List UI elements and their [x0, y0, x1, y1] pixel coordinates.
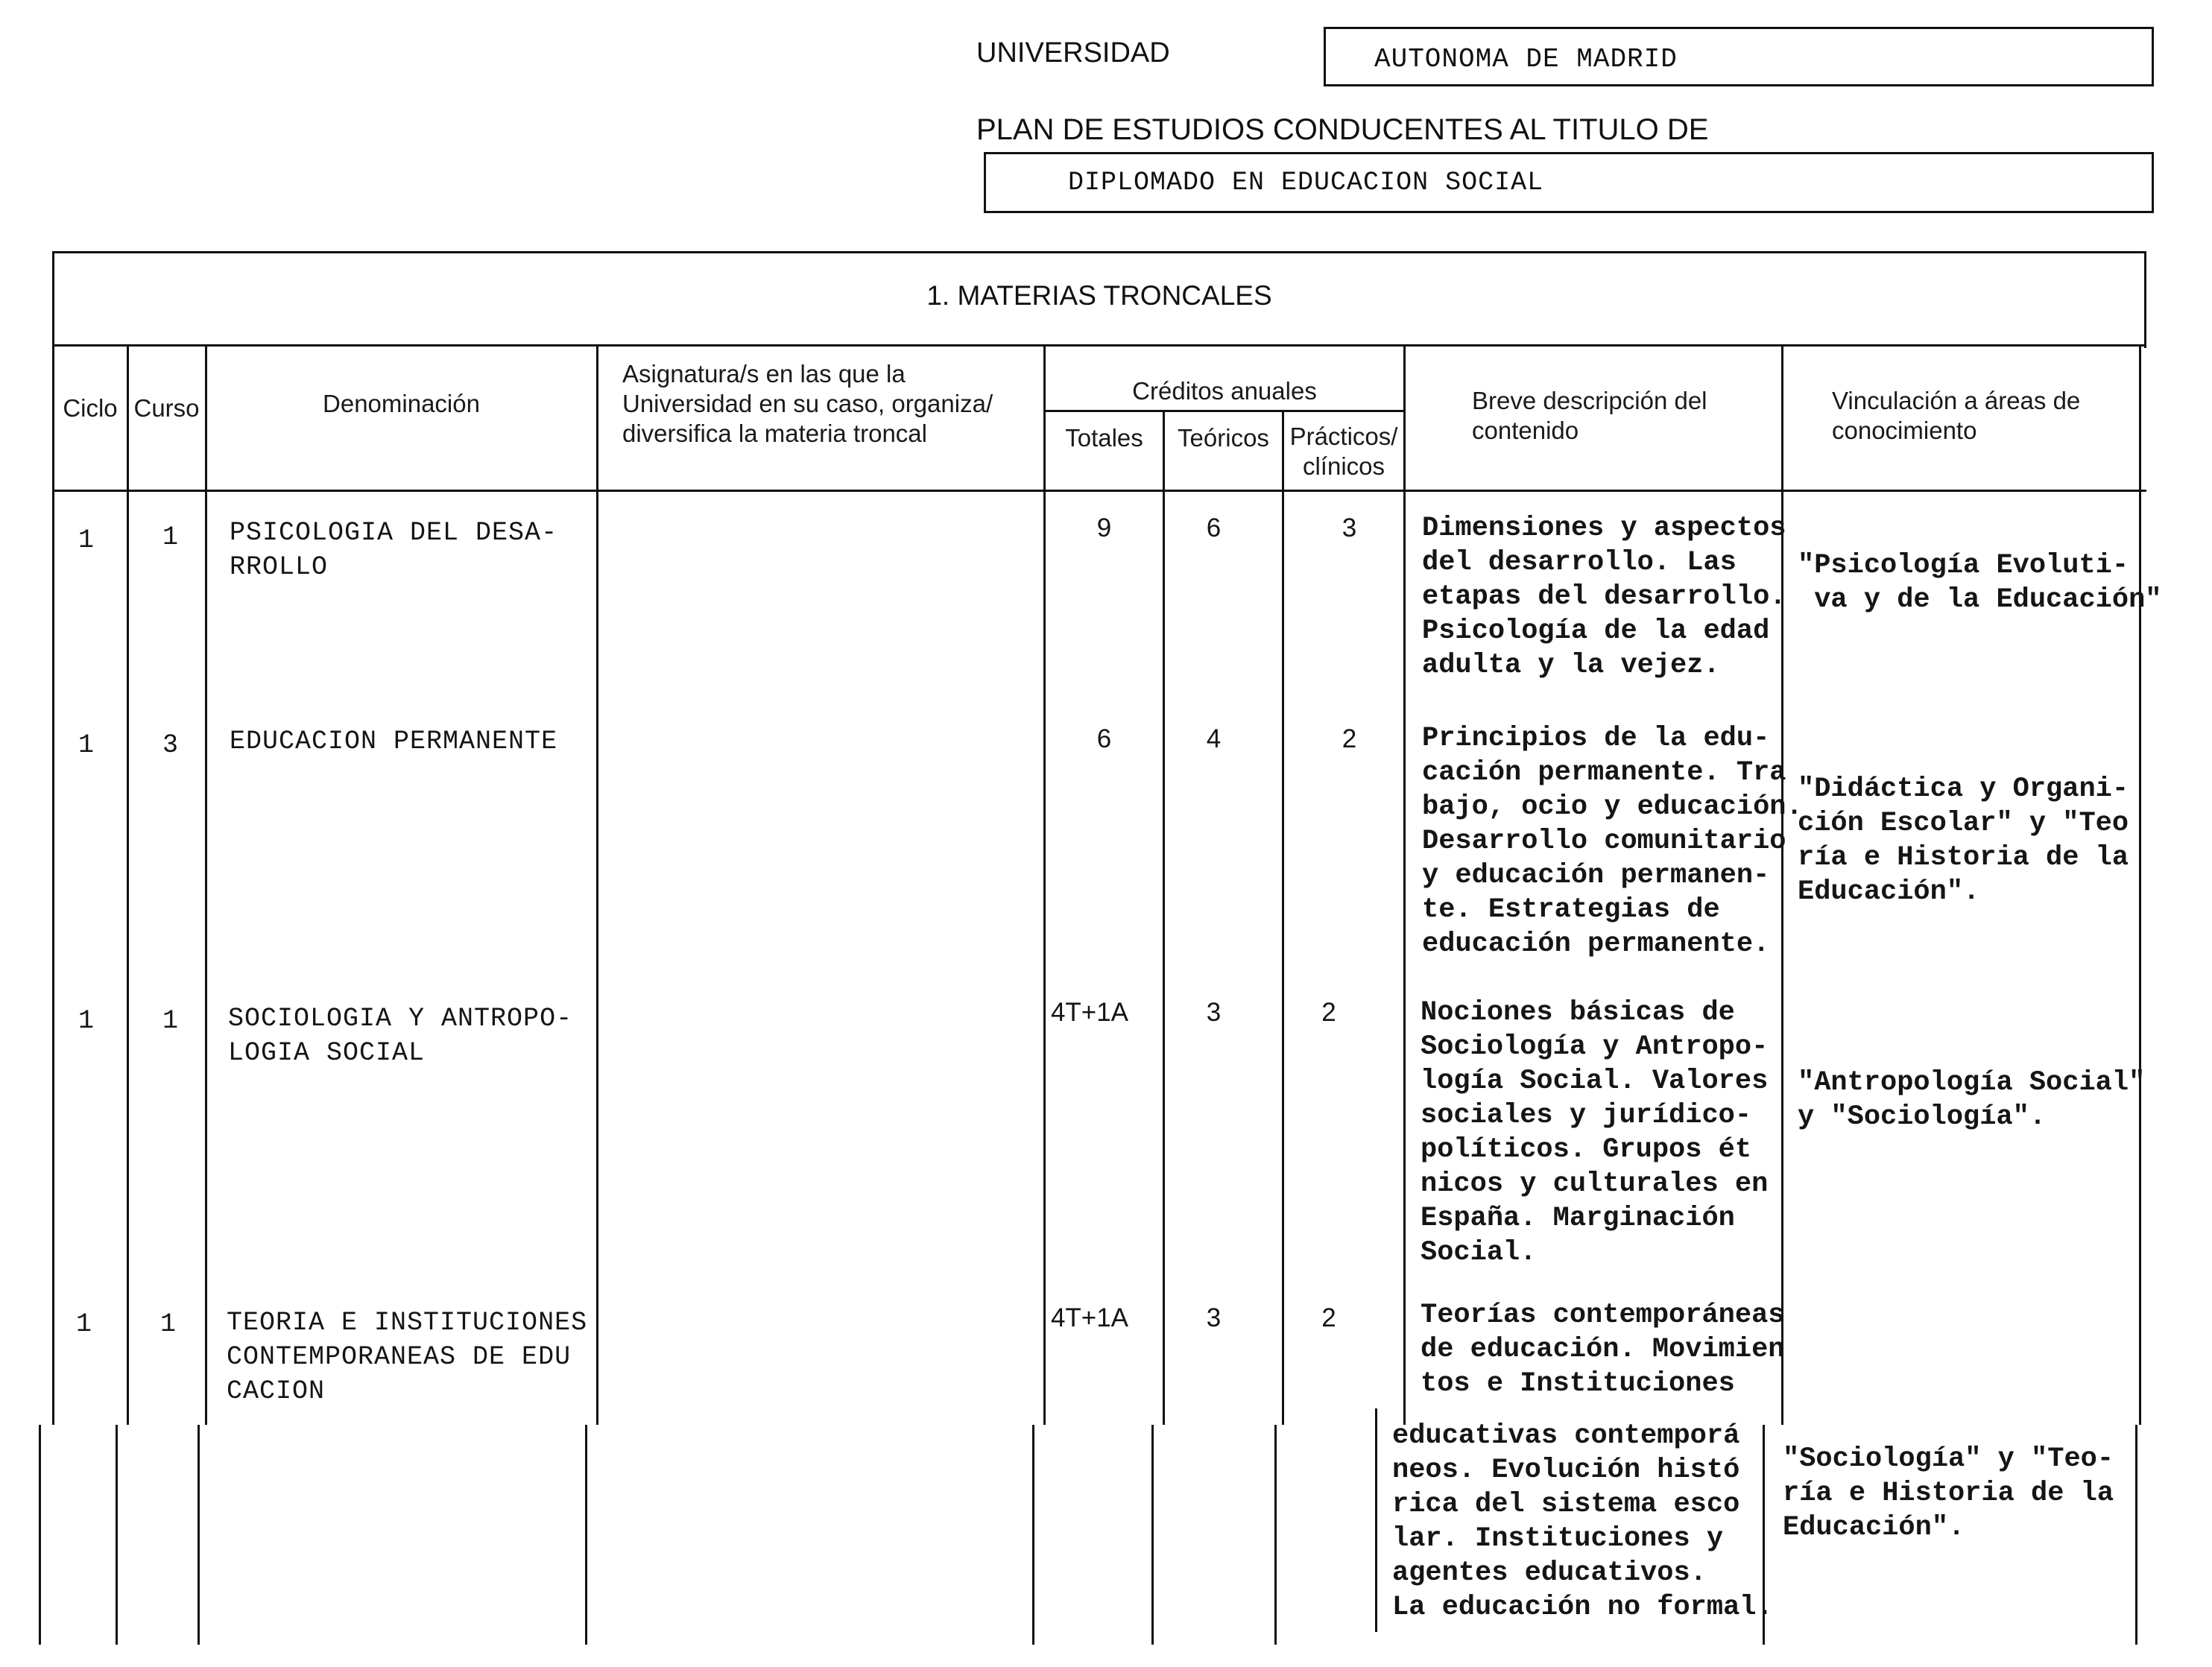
- row-4-practicos: 2: [1321, 1303, 1336, 1332]
- materias-table: [52, 251, 2146, 1645]
- row-2-vinculacion: "Didáctica y Organi- ción Escolar" y "Teo ría e Historia de la Educación".: [1798, 774, 2129, 908]
- row-2-ciclo: 1: [78, 730, 95, 760]
- plan-label: PLAN DE ESTUDIOS CONDUCENTES AL TITULO DE: [976, 113, 1709, 146]
- row-4-descripcion: Teorías contemporáneas de educación. Movimien tos e Instituciones: [1421, 1300, 1785, 1399]
- row-2-totales: 6: [1096, 724, 1112, 753]
- row-2-teoricos: 4: [1206, 724, 1222, 753]
- row-4-descripcion-cont: educativas contemporá neos. Evolución histó rica del sistema esco lar. Instituciones y agentes educativos. La educación no formal.: [1392, 1420, 1773, 1623]
- universidad-box: [1324, 27, 2154, 86]
- titulo-box: [984, 152, 2154, 213]
- col-ciclo-header: Ciclo: [63, 394, 118, 422]
- col-totales-header: Totales: [1065, 424, 1143, 452]
- row-1-teoricos: 6: [1206, 513, 1222, 543]
- row-3-teoricos: 3: [1206, 998, 1222, 1027]
- row-4-vinculacion: "Sociología" y "Teo- ría e Historia de la Educación".: [1783, 1443, 2114, 1543]
- row-2-practicos: 2: [1342, 724, 1357, 753]
- row-4-totales: 4T+1A: [1050, 1303, 1129, 1332]
- row-2-denominacion: EDUCACION PERMANENTE: [230, 727, 558, 756]
- col-teoricos-header: Teóricos: [1178, 424, 1269, 452]
- col-denominacion-header: Denominación: [323, 390, 480, 417]
- row-1-totales: 9: [1096, 513, 1112, 543]
- row-3-descripcion: Nociones básicas de Sociología y Antropo- logía Social. Valores sociales y jurídico- políticos. Grupos ét nicos y culturales en España. Marginación Social.: [1421, 997, 1769, 1268]
- col-asignatura-header: Asignatura/s en las que la Universidad en su caso, organiza/ diversifica la materia troncal: [622, 360, 993, 447]
- col-practicos-header: Prácticos/ clínicos: [1289, 423, 1398, 480]
- col-curso-header: Curso: [133, 394, 200, 422]
- row-3-denominacion: SOCIOLOGIA Y ANTROPO- LOGIA SOCIAL: [228, 1004, 573, 1068]
- row-1-denominacion: PSICOLOGIA DEL DESA- RROLLO: [230, 518, 558, 582]
- row-1-descripcion: Dimensiones y aspectos del desarrollo. Las etapas del desarrollo. Psicología de la edad adulta y la vejez.: [1422, 513, 1786, 681]
- universidad-value: AUTONOMA DE MADRID: [1374, 44, 1678, 75]
- row-4-teoricos: 3: [1206, 1303, 1222, 1332]
- row-1-vinculacion: "Psicología Evoluti- va y de la Educación": [1798, 550, 2162, 616]
- row-1-ciclo: 1: [78, 525, 95, 555]
- row-3-totales: 4T+1A: [1050, 998, 1129, 1027]
- col-creditos-header: Créditos anuales: [1132, 377, 1317, 405]
- row-4-ciclo: 1: [76, 1309, 93, 1339]
- col-vinculacion-header: Vinculación a áreas de conocimiento: [1832, 387, 2081, 444]
- section-title: 1. MATERIAS TRONCALES: [926, 280, 1272, 311]
- row-4-curso: 1: [160, 1309, 177, 1339]
- row-3-practicos: 2: [1321, 998, 1336, 1027]
- row-3-vinculacion: "Antropología Social" y "Sociología".: [1798, 1067, 2146, 1133]
- row-3-curso: 1: [162, 1006, 180, 1036]
- titulo-value: DIPLOMADO EN EDUCACION SOCIAL: [1068, 168, 1544, 197]
- row-2-descripcion: Principios de la edu- cación permanente. Tra bajo, ocio y educación. Desarrollo comunitario y educación permanen- te. Estrategias de educación permanente.: [1422, 723, 1803, 960]
- row-4-denominacion: TEORIA E INSTITUCIONES CONTEMPORANEAS DE EDU CACION: [227, 1308, 588, 1406]
- row-3-ciclo: 1: [78, 1006, 95, 1036]
- row-1-curso: 1: [162, 522, 180, 552]
- row-1-practicos: 3: [1342, 513, 1357, 543]
- row-2-curso: 3: [162, 730, 180, 760]
- universidad-label: UNIVERSIDAD: [976, 37, 1170, 69]
- col-descripcion-header: Breve descripción del contenido: [1472, 387, 1707, 444]
